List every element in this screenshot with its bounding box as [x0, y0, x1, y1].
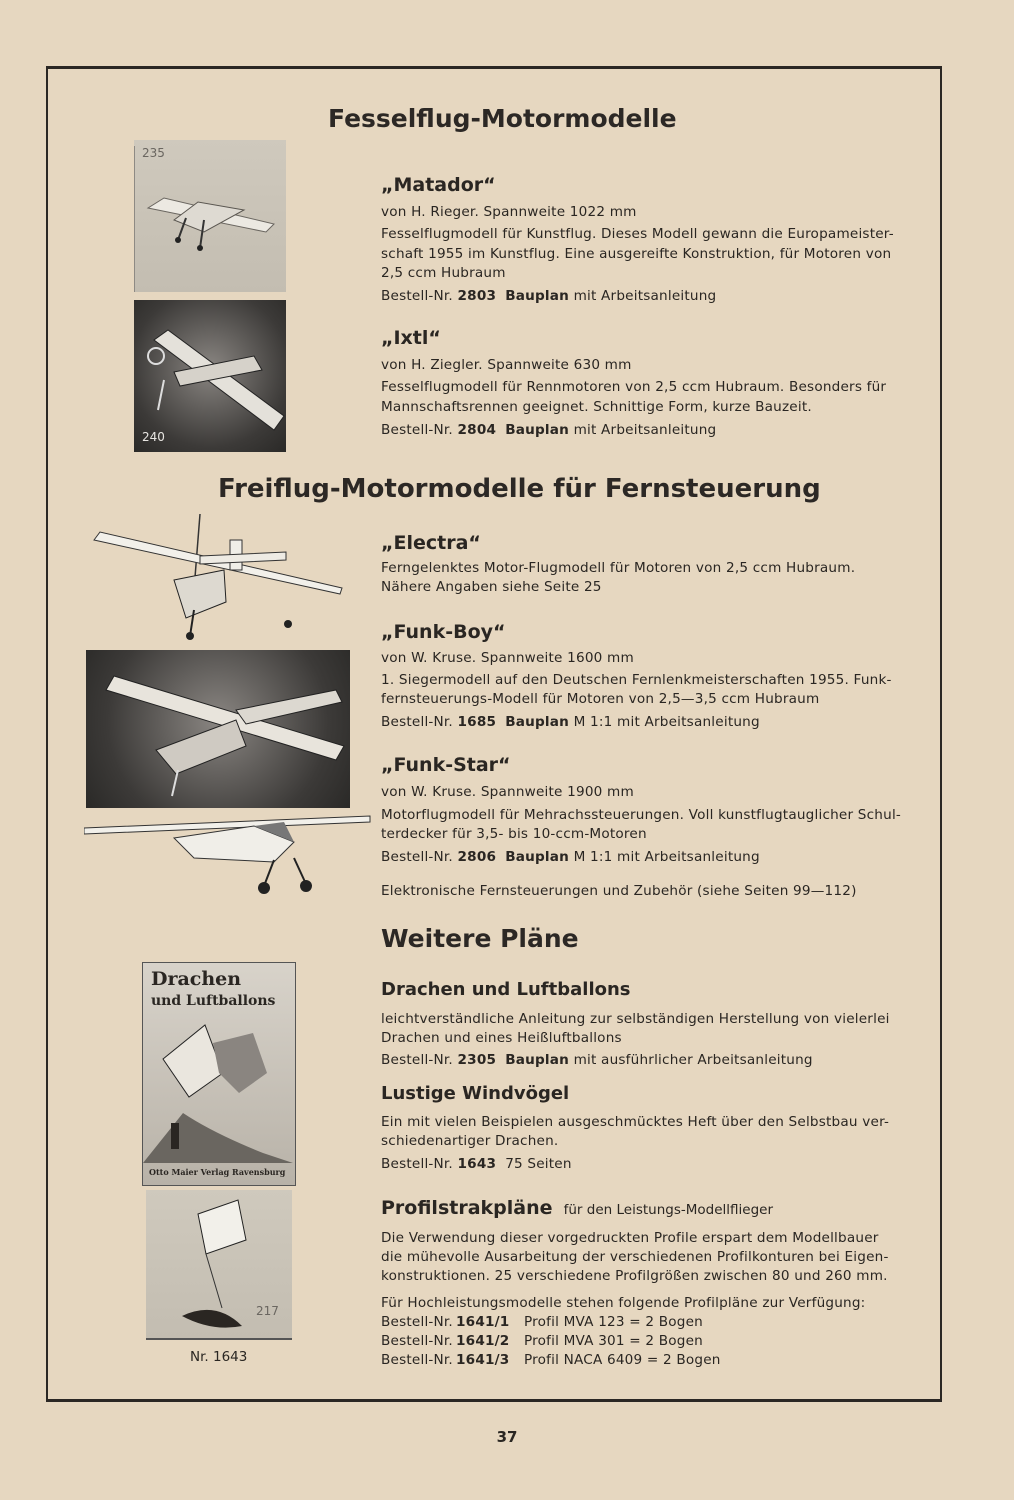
order-prefix: Bestell-Nr. — [381, 1352, 453, 1368]
drachen-title: Drachen und Luftballons — [381, 979, 631, 1000]
section-heading-freiflug: Freiflug-Motormodelle für Fernsteuerung — [218, 474, 821, 504]
cover-title-2: und Luftballons — [151, 993, 276, 1009]
order-suffix: mit Arbeitsanleitung — [573, 422, 717, 438]
profil-row — [381, 1331, 703, 1351]
profil-spec: Profil NACA 6409 = 2 Bogen — [524, 1352, 721, 1368]
funkboy-title: „Funk-Boy“ — [381, 621, 506, 643]
order-suffix: M 1:1 mit Arbeitsanleitung — [573, 714, 760, 730]
order-prefix: Bestell-Nr. — [381, 1052, 453, 1068]
ixtl-order — [381, 420, 716, 440]
order-suffix: mit ausführlicher Arbeitsanleitung — [573, 1052, 813, 1068]
ixtl-desc-1: Fesselflugmodell für Rennmotoren von 2,5 ccm Hubraum. Besonders für — [381, 379, 887, 395]
funkboy-photo — [86, 650, 350, 808]
section-heading-weitere: Weitere Pläne — [381, 924, 579, 953]
order-number: 2806 — [457, 849, 497, 865]
order-suffix: 75 Seiten — [505, 1156, 572, 1172]
ixtl-title: „Ixtl“ — [381, 327, 441, 349]
order-prefix: Bestell-Nr. — [381, 1314, 453, 1330]
bauplan-label: Bauplan — [505, 1052, 570, 1068]
funkboy-order — [381, 712, 760, 732]
drachen-desc-2: Drachen und eines Heißluftballons — [381, 1030, 622, 1046]
matador-desc-1: Fesselflugmodell für Kunstflug. Dieses Modell gewann die Europameister- — [381, 226, 894, 242]
order-prefix: Bestell-Nr. — [381, 1333, 453, 1349]
order-suffix: M 1:1 mit Arbeitsanleitung — [573, 849, 760, 865]
funkboy-author: von W. Kruse. Spannweite 1600 mm — [381, 650, 634, 666]
funkstar-order — [381, 847, 760, 867]
cover-title-1: Drachen — [151, 968, 242, 990]
funkstar-author: von W. Kruse. Spannweite 1900 mm — [381, 784, 634, 800]
profil-row — [381, 1312, 703, 1332]
ixtl-desc-2: Mannschaftsrennen geeignet. Schnittige Form, kurze Bauzeit. — [381, 399, 812, 415]
order-prefix: Bestell-Nr. — [381, 288, 453, 304]
order-number: 2305 — [457, 1052, 497, 1068]
matador-author: von H. Rieger. Spannweite 1022 mm — [381, 204, 637, 220]
profil-subtitle: für den Leistungs-Modellflieger — [563, 1202, 774, 1218]
profil-desc-3: konstruktionen. 25 verschiedene Profilgrößen zwischen 80 und 260 mm. — [381, 1268, 888, 1284]
order-prefix: Bestell-Nr. — [381, 422, 453, 438]
electra-photo — [90, 510, 350, 642]
profil-row — [381, 1350, 721, 1370]
cover-publisher: Otto Maier Verlag Ravensburg — [149, 1167, 286, 1177]
profil-desc-1: Die Verwendung dieser vorgedruckten Profile erspart dem Modellbauer — [381, 1230, 879, 1246]
bauplan-label: Bauplan — [505, 288, 570, 304]
drachen-cover — [142, 962, 296, 1186]
bauplan-label: Bauplan — [505, 422, 570, 438]
profil-spec: Profil MVA 123 = 2 Bogen — [524, 1314, 704, 1330]
profil-intro: Für Hochleistungsmodelle stehen folgende Profilpläne zur Verfügung: — [381, 1295, 866, 1311]
order-number: 1641/1 — [456, 1314, 510, 1330]
order-number: 1685 — [457, 714, 497, 730]
windvoegel-photo — [146, 1190, 292, 1340]
page-number: 37 — [496, 1428, 518, 1446]
order-prefix: Bestell-Nr. — [381, 1156, 453, 1172]
profil-heading — [381, 1197, 773, 1219]
funkstar-photo — [84, 812, 374, 900]
matador-title: „Matador“ — [381, 174, 496, 196]
order-prefix: Bestell-Nr. — [381, 714, 453, 730]
drachen-order — [381, 1050, 813, 1070]
bauplan-label: Bauplan — [505, 714, 570, 730]
electra-desc-1: Ferngelenktes Motor-Flugmodell für Motoren von 2,5 ccm Hubraum. — [381, 560, 856, 576]
order-number: 1643 — [457, 1156, 497, 1172]
ixtl-photo — [134, 300, 286, 452]
order-prefix: Bestell-Nr. — [381, 849, 453, 865]
matador-desc-2: schaft 1955 im Kunstflug. Eine ausgereifte Konstruktion, für Motoren von — [381, 246, 892, 262]
section-heading-fesselflug: Fesselflug-Motormodelle — [328, 104, 677, 133]
photo-number-217: 217 — [256, 1304, 279, 1318]
matador-photo — [134, 140, 286, 292]
windvoegel-desc-1: Ein mit vielen Beispielen ausgeschmücktes Heft über den Selbstbau ver- — [381, 1114, 890, 1130]
photo-number-240: 240 — [142, 430, 165, 444]
profil-desc-2: die mühevolle Ausarbeitung der verschiedenen Profilkonturen bei Eigen- — [381, 1249, 889, 1265]
order-suffix: mit Arbeitsanleitung — [573, 288, 717, 304]
funkboy-desc-2: fernsteuerungs-Modell für Motoren von 2,5—3,5 ccm Hubraum — [381, 691, 820, 707]
profil-spec: Profil MVA 301 = 2 Bogen — [524, 1333, 704, 1349]
order-number: 1641/2 — [456, 1333, 510, 1349]
ixtl-author: von H. Ziegler. Spannweite 630 mm — [381, 357, 632, 373]
electronics-note: Elektronische Fernsteuerungen und Zubehör (siehe Seiten 99—112) — [381, 883, 857, 899]
photo-number-235: 235 — [142, 146, 165, 160]
order-number: 2803 — [457, 288, 497, 304]
bauplan-label: Bauplan — [505, 849, 570, 865]
order-number: 1641/3 — [456, 1352, 510, 1368]
profil-title: Profilstrakpläne — [381, 1197, 553, 1219]
funkstar-desc-2: terdecker für 3,5- bis 10-ccm-Motoren — [381, 826, 647, 842]
electra-title: „Electra“ — [381, 532, 481, 554]
electra-desc-2: Nähere Angaben siehe Seite 25 — [381, 579, 602, 595]
funkboy-desc-1: 1. Siegermodell auf den Deutschen Fernlenkmeisterschaften 1955. Funk- — [381, 672, 892, 688]
funkstar-desc-1: Motorflugmodell für Mehrachssteuerungen. Voll kunstflugtauglicher Schul- — [381, 807, 902, 823]
windvoegel-title: Lustige Windvögel — [381, 1083, 570, 1104]
matador-desc-3: 2,5 ccm Hubraum — [381, 265, 506, 281]
windvoegel-desc-2: schiedenartiger Drachen. — [381, 1133, 559, 1149]
matador-order — [381, 286, 716, 306]
windvoegel-order — [381, 1154, 572, 1174]
windvoegel-caption: Nr. 1643 — [190, 1349, 248, 1365]
funkstar-title: „Funk-Star“ — [381, 754, 511, 776]
order-number: 2804 — [457, 422, 497, 438]
drachen-desc-1: leichtverständliche Anleitung zur selbständigen Herstellung von vielerlei — [381, 1011, 890, 1027]
